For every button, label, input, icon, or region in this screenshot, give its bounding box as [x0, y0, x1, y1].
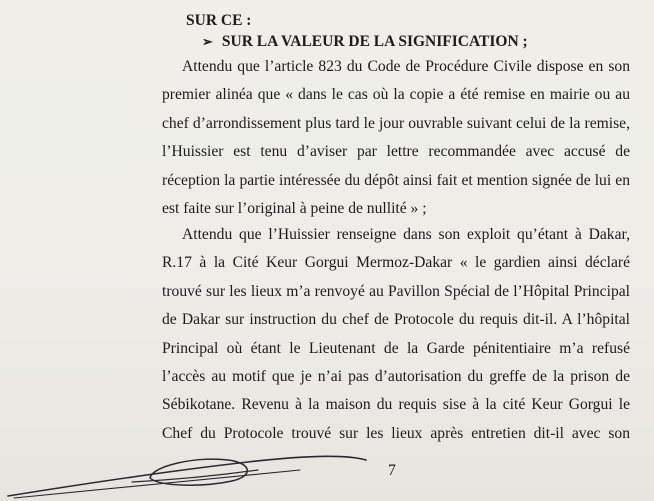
text-line: R.17 à la Cité Keur Gorgui Mermoz-Dakar « le gardien ainsi déclaré	[162, 254, 630, 272]
text-line: l’accès au motif que je n’ai pas d’autorisation du greffe de la prison de	[162, 367, 630, 385]
text-line: Principal où étant le Lieutenant de la Garde pénitentiaire m’a refusé	[162, 339, 630, 357]
text-line: chef d’arrondissement plus tard le jour ouvrable suivant celui de la remise,	[162, 114, 630, 132]
text-line: premier alinéa que « dans le cas où la copie a été remise en mairie ou au	[162, 86, 630, 104]
section-heading: SUR CE :	[186, 12, 252, 29]
text-line: Attendu que l’article 823 du Code de Procédure Civile dispose en son	[182, 58, 630, 75]
text-line: Sébikotane. Revenu à la maison du requis sise à la cité Keur Gorgui le	[162, 396, 630, 414]
text-line: est faite sur l’original à peine de nullité » ;	[162, 199, 427, 217]
subheading-text: SUR LA VALEUR DE LA SIGNIFICATION ;	[221, 33, 528, 50]
arrow-bullet-icon: ➢	[202, 34, 213, 49]
text-line: l’Huissier est tenu d’aviser par lettre recommandée avec accusé de	[162, 143, 630, 161]
handwritten-signature	[0, 440, 370, 501]
text-line: trouvé sur les lieux m’a renvoyé au Pavillon Spécial de l’Hôpital Principal	[162, 282, 630, 300]
text-line: réception la partie intéressée du dépôt ainsi fait et mention signée de lui en	[162, 171, 630, 189]
paragraph-2	[162, 225, 630, 452]
section-subheading	[202, 33, 528, 51]
text-line: Chef du Protocole trouvé sur les lieux après entretien dit-il avec son	[162, 424, 630, 442]
page-number: 7	[388, 462, 396, 479]
paragraph-1	[162, 57, 630, 227]
text-line: de Dakar sur instruction du chef de Protocole du requis dit-il. A l’hôpital	[162, 311, 630, 329]
text-line: Attendu que l’Huissier renseigne dans son exploit qu’étant à Dakar,	[182, 226, 630, 243]
